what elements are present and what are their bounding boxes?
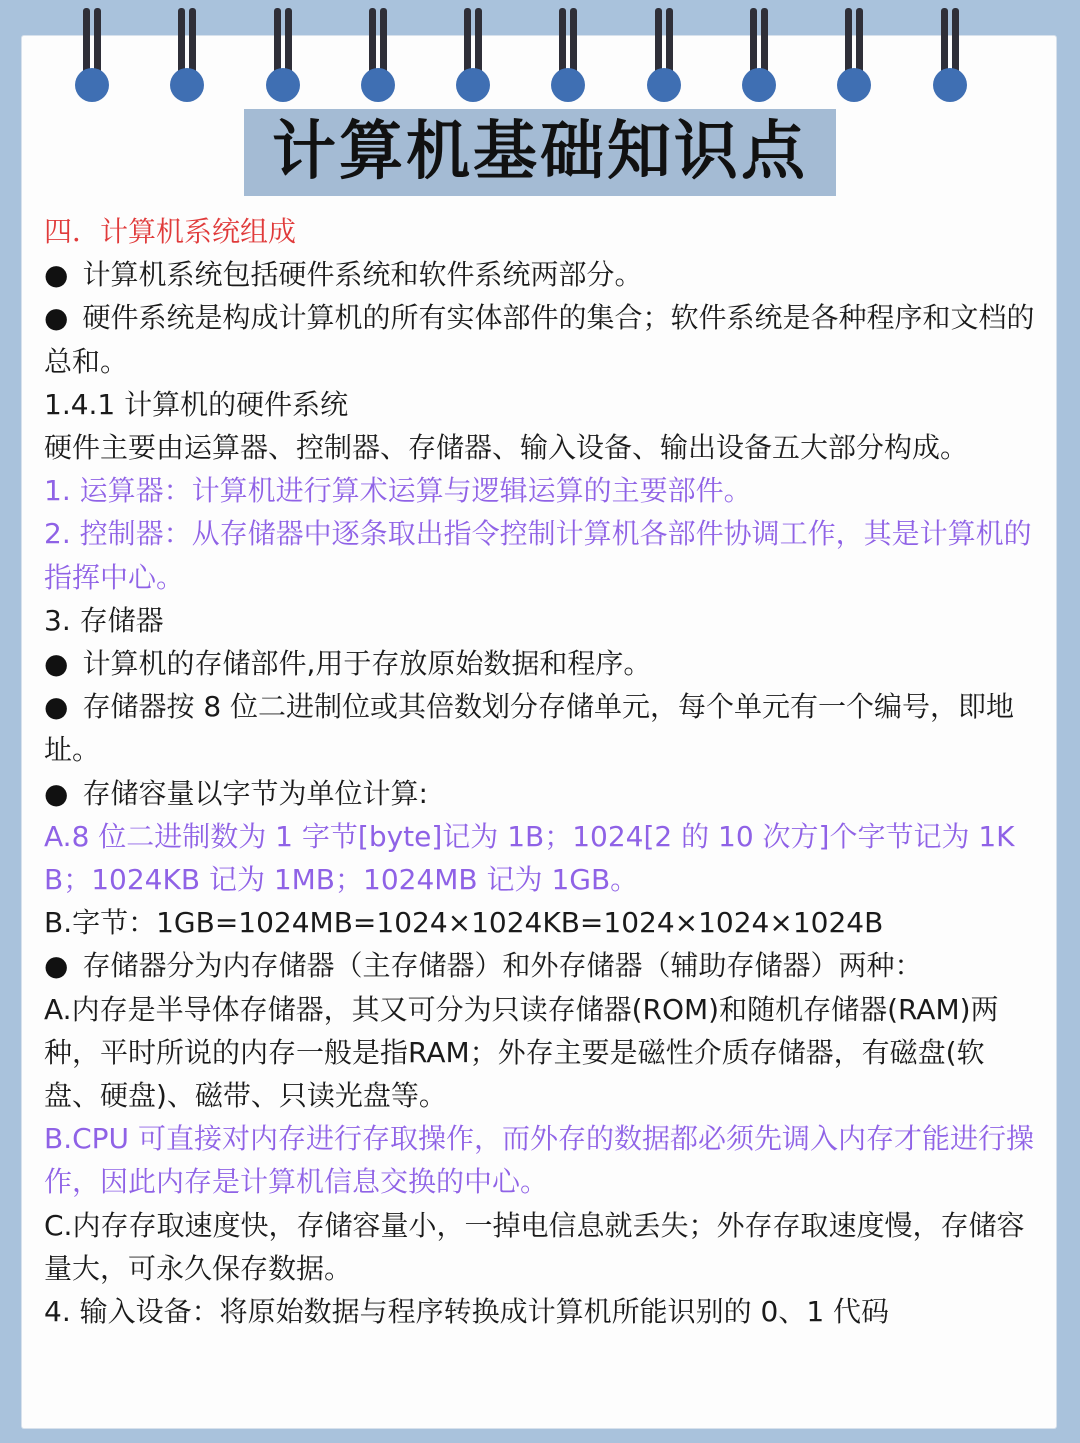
page-title: 计算机基础知识点 — [272, 115, 808, 189]
ring-hole — [837, 68, 871, 102]
binding-ring — [170, 0, 204, 104]
text-line: C.内存存取速度快，存储容量小，一掉电信息就丢失；外存存取速度慢，存储容量大，可永久保存数据。 — [44, 1208, 1025, 1285]
ring-hole — [456, 68, 490, 102]
ring-wire — [856, 8, 863, 76]
text-line: 四．计算机系统组成 — [44, 215, 297, 248]
ring-wire — [559, 8, 566, 76]
bullet-point: ● 存储容量以字节为单位计算: — [44, 772, 1039, 815]
text-line: 硬件主要由运算器、控制器、存储器、输入设备、输出设备五大部分构成。 — [44, 431, 969, 465]
ring-wire — [83, 8, 90, 76]
binding-ring — [837, 0, 871, 104]
ring-wire — [666, 8, 673, 76]
ring-wire — [952, 8, 959, 76]
ring-wire — [845, 8, 852, 76]
ring-wire — [380, 8, 387, 76]
text-line: 4. 输入设备：将原始数据与程序转换成计算机所能识别的 0、1 代码 — [44, 1295, 890, 1329]
bullet-point: ● 硬件系统是构成计算机的所有实体部件的集合；软件系统是各种程序和文档的总和。 — [44, 296, 1039, 382]
binding-ring — [75, 0, 109, 104]
text-line: 3. 存储器 — [44, 603, 164, 637]
ring-hole — [933, 68, 967, 102]
text-line: B.CPU 可直接对内存进行存取操作，而外存的数据都必须先调入内存才能进行操作，因此内存是计算机信息交换的中心。 — [44, 1122, 1034, 1199]
ring-hole — [266, 68, 300, 102]
ring-wire — [178, 8, 185, 76]
ring-wire — [464, 8, 471, 76]
notes-content — [44, 210, 1039, 1333]
ring-hole — [551, 68, 585, 102]
binding-ring — [361, 0, 395, 104]
ring-hole — [647, 68, 681, 102]
ring-hole — [742, 68, 776, 102]
text-line: 1. 运算器：计算机进行算术运算与逻辑运算的主要部件。 — [44, 474, 752, 508]
text-line: 2. 控制器：从存储器中逐条取出指令控制计算机各部件协调工作，其是计算机的指挥中心。 — [44, 517, 1032, 594]
ring-wire — [761, 8, 768, 76]
text-line: B.字节：1GB=1024MB=1024×1024KB=1024×1024×1024B — [44, 906, 884, 940]
binding-ring — [551, 0, 585, 104]
binding-ring — [933, 0, 967, 104]
ring-wire — [570, 8, 577, 76]
bullet-point: ● 存储器按 8 位二进制位或其倍数划分存储单元，每个单元有一个编号，即地址。 — [44, 685, 1039, 771]
ring-hole — [170, 68, 204, 102]
ring-wire — [941, 8, 948, 76]
binding-ring — [266, 0, 300, 104]
text-line: 1.4.1 计算机的硬件系统 — [44, 387, 349, 421]
ring-wire — [285, 8, 292, 76]
ring-wire — [750, 8, 757, 76]
binding-ring — [456, 0, 490, 104]
text-line: A.内存是半导体存储器，其又可分为只读存储器(ROM)和随机存储器(RAM)两种，平时所说的内存一般是指RAM；外存主要是磁性介质存储器，有磁盘(软盘、硬盘)、磁带、只读光盘等。 — [44, 992, 999, 1113]
ring-wire — [94, 8, 101, 76]
ring-hole — [75, 68, 109, 102]
bullet-point: ● 计算机的存储部件,用于存放原始数据和程序。 — [44, 642, 1039, 685]
ring-wire — [274, 8, 281, 76]
ring-wire — [369, 8, 376, 76]
ring-wire — [655, 8, 662, 76]
binding-ring — [742, 0, 776, 104]
bullet-point: ● 计算机系统包括硬件系统和软件系统两部分。 — [44, 253, 1039, 296]
ring-hole — [361, 68, 395, 102]
binding-ring — [647, 0, 681, 104]
text-line: A.8 位二进制数为 1 字节[byte]记为 1B；1024[2 的 10 次方]个字节记为 1KB；1024KB 记为 1MB；1024MB 记为 1GB。 — [44, 819, 1015, 897]
ring-wire — [189, 8, 196, 76]
bullet-point: ● 存储器分为内存储器（主存储器）和外存储器（辅助存储器）两种： — [44, 944, 1039, 987]
ring-wire — [475, 8, 482, 76]
